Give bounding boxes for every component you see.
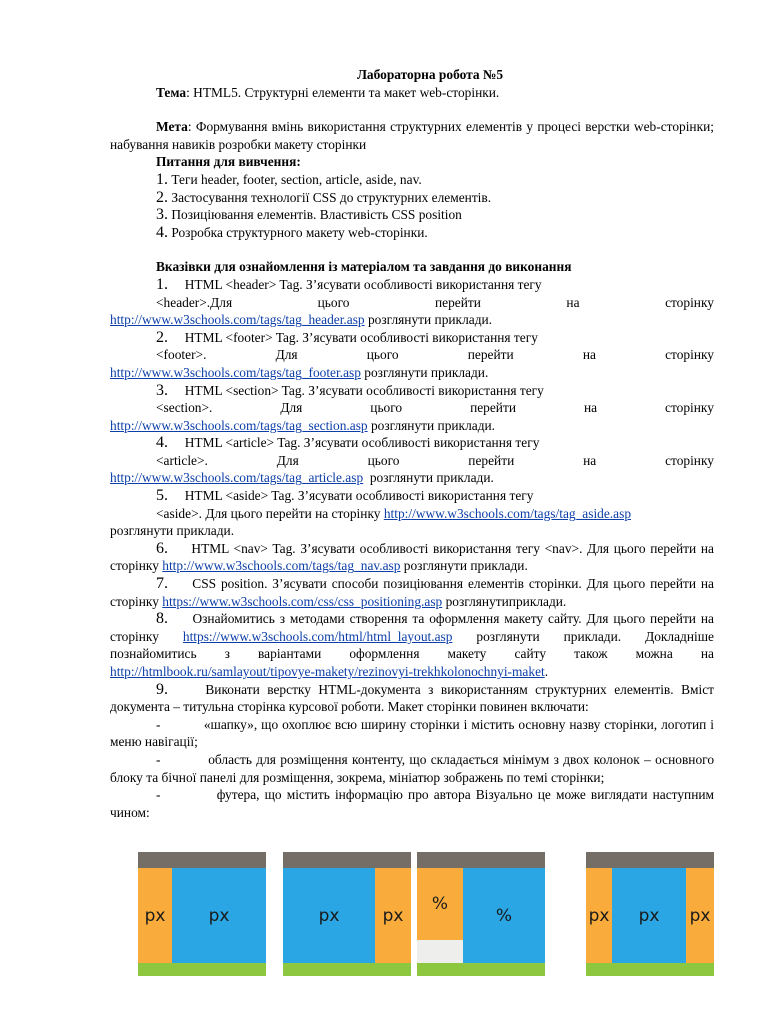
diagram-footer [586, 963, 714, 976]
diagram-header [417, 852, 545, 868]
bullet-item: - «шапку», що охоплює всю ширину сторінки і містить основну назву сторінки, логотип і меню навігації; [110, 716, 714, 750]
layout-diagram-2 [283, 852, 411, 976]
link-htmlbook[interactable]: http://htmlbook.ru/samlayout/tipovye-makety/rezinovyi-trekhkolonochnyi-maket [110, 664, 545, 679]
link-css-positioning[interactable]: https://www.w3schools.com/css/css_positioning.asp [162, 593, 443, 609]
diagram-content: % [463, 868, 545, 963]
doc-title: Лабораторна робота №5 [356, 67, 504, 82]
diagram-header [138, 852, 266, 868]
diagram-content: px [283, 868, 375, 963]
diagram-sidebar: px [375, 868, 411, 963]
diagram-content: px [172, 868, 266, 963]
diagram-sidebar: % [417, 868, 463, 940]
instructions-heading: Вказівки для ознайомлення із матеріалом та завдання до виконання [156, 259, 572, 275]
link-header[interactable]: http://www.w3schools.com/tags/tag_header.asp [110, 312, 365, 328]
diagram-header [586, 852, 714, 868]
document-page [110, 66, 714, 821]
list-item: 3. Позиціювання елементів. Властивість CSS position [156, 206, 462, 224]
link-article[interactable]: http://www.w3schools.com/tags/tag_article.asp [110, 470, 364, 486]
link-aside[interactable]: http://www.w3schools.com/tags/tag_aside.asp [383, 505, 632, 521]
link-section[interactable]: http://www.w3schools.com/tags/tag_section.asp [110, 417, 368, 433]
task-1: 1. HTML <header> Tag. З’ясувати особливості використання тегу <header>.Для цього перейти на сторінку http://www.w3schools.com/tags/tag_header.asp розглянути приклади. [110, 275, 714, 328]
diagram-footer [283, 963, 411, 976]
layout-diagram-3 [417, 852, 545, 976]
topic-line: Тема: HTML5. Структурні елементи та макет web-сторінки. [156, 84, 500, 100]
diagram-sidebar-right: px [686, 868, 714, 963]
layout-diagram-4 [586, 852, 714, 976]
task-7: 7. CSS position. З’ясувати способи позиціювання елементів сторінки. Для цього перейти на сторінку https://www.w3schools.com/css/css_positioning.asp розглянутиприклади. [110, 575, 714, 609]
questions-list [110, 171, 714, 241]
link-nav[interactable]: http://www.w3schools.com/tags/tag_nav.asp [162, 558, 401, 574]
list-item: 1. Теги header, footer, section, article, aside, nav. [156, 170, 422, 188]
goal-paragraph: Мета: Формування вмінь використання структурних елементів у процесі верстки web-сторінки; набування навиків розробки макету сторінки [110, 119, 714, 152]
link-footer[interactable]: http://www.w3schools.com/tags/tag_footer.asp [110, 364, 361, 380]
diagram-sidebar: px [138, 868, 172, 963]
task-6: 6. HTML <nav> Tag. З’ясувати особливості використання тегу <nav>. Для цього перейти на сторінку http://www.w3schools.com/tags/tag_nav.asp розглянути приклади. [110, 539, 714, 574]
list-item: 2. Застосування технології CSS до структурних елементів. [156, 188, 492, 206]
task-4: 4. HTML <article> Tag. З’ясувати особливості використання тегу <article>. Для цього перейти на сторінку http://www.w3schools.com/tags/tag_article.asp розглянути приклади. [110, 434, 714, 486]
task-9: 9. Виконати верстку HTML-документа з використанням структурних елементів. Вміст документа – титульна сторінка курсової роботи. Макет сторінки повинен включати: [110, 680, 714, 715]
diagram-header [283, 852, 411, 868]
link-html-layout[interactable]: https://www.w3schools.com/html/html_layout.asp [182, 628, 453, 644]
diagram-content: px [612, 868, 686, 963]
diagram-sidebar-left: px [586, 868, 612, 963]
layout-diagrams [138, 852, 714, 976]
layout-diagram-1 [138, 852, 266, 976]
diagram-footer [138, 963, 266, 976]
task-8: 8. Ознайомитись з методами створення та оформлення макету сайту. Для цього перейти на сторінку https://www.w3schools.com/html/html_layout.asp розглянути приклади. Докладніше познайомитись з варіантами оформлення макету сайту також можна на http://htmlbook.ru/samlayout/tipovye-makety/rezinovyi-trekhkolonochnyi-maket. [110, 610, 714, 679]
task-2: 2. HTML <footer> Tag. З’ясувати особливості використання тегу <footer>. Для цього перейти на сторінку http://www.w3schools.com/tags/tag_footer.asp розглянути приклади. [110, 328, 715, 380]
task-3: 3. HTML <section> Tag. З’ясувати особливості використання тегу <section>. Для цього перейти на сторінку http://www.w3schools.com/tags/tag_section.asp розглянути приклади. [110, 381, 714, 433]
bullet-item: - футера, що містить інформацію про автора Візуально це може виглядати наступним чином: [110, 787, 715, 820]
task-5: 5. HTML <aside> Tag. З’ясувати особливості використання тегу <aside>. Для цього перейти на сторінку http://www.w3schools.com/tags/tag_aside.asp розглянути приклади. [110, 487, 632, 539]
questions-heading: Питання для вивчення: [156, 154, 301, 170]
diagram-empty-area [417, 940, 463, 963]
list-item: 4. Розробка структурного макету web-сторінки. [156, 223, 428, 241]
diagram-footer [417, 963, 545, 976]
bullet-item: - область для розміщення контенту, що складається мінімум з двох колонок – основного блоку та бічної панелі для розміщення, зокрема, мініатюр зображень по темі сторінки; [110, 751, 715, 785]
